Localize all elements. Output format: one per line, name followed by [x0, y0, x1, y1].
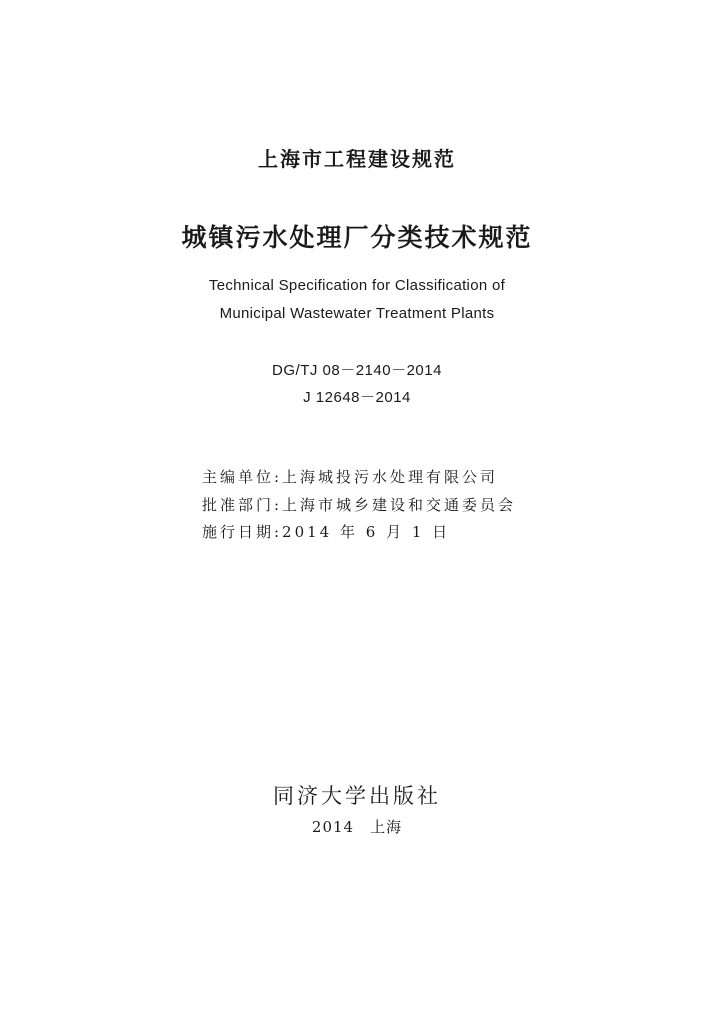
series-title: 上海市工程建设规范 — [258, 147, 456, 171]
document-title-chinese: 城镇污水处理厂分类技术规范 — [181, 223, 533, 252]
effective-date: 施行日期:2014 年 6 月 1 日 — [202, 523, 451, 541]
record-code: J 12648－2014 — [303, 389, 411, 406]
editor-unit: 主编单位:上海城投污水处理有限公司 — [202, 468, 499, 486]
publication-year-place: 2014 上海 — [311, 818, 403, 836]
publisher-name: 同济大学出版社 — [273, 784, 441, 808]
standard-code: DG/TJ 08－2140－2014 — [272, 362, 442, 379]
document-title-english-line2: Municipal Wastewater Treatment Plants — [219, 305, 495, 322]
document-title-english-line1: Technical Specification for Classification of — [208, 277, 506, 294]
approving-department: 批准部门:上海市城乡建设和交通委员会 — [202, 496, 517, 514]
